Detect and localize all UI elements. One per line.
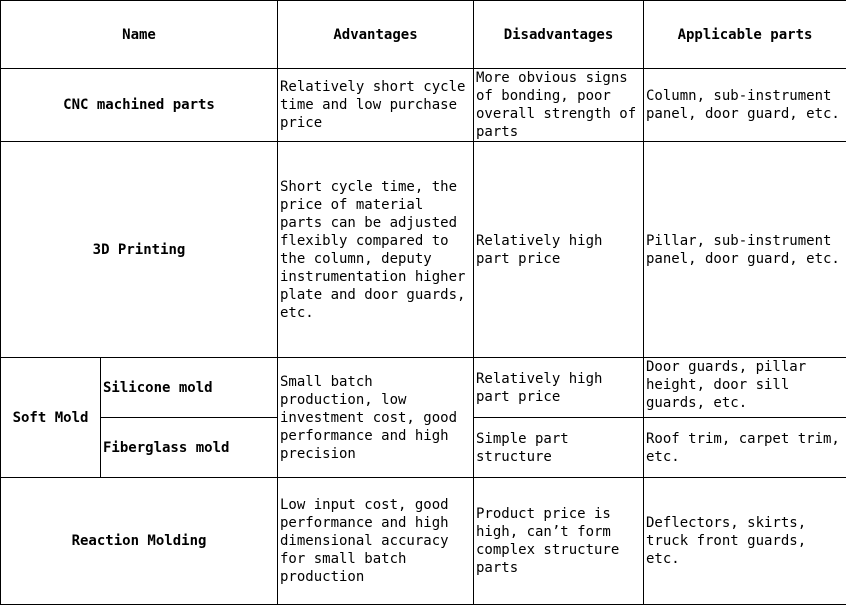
reaction-advantages: Low input cost, good performance and high dimensional accuracy for small batch production [278, 478, 474, 605]
cnc-disadvantages: More obvious signs of bonding, poor overall strength of parts [474, 69, 644, 142]
fiberglass-applicable-parts: Roof trim, carpet trim, etc. [644, 418, 846, 478]
silicone-applicable-parts: Door guards, pillar height, door sill guards, etc. [644, 358, 846, 418]
reaction-applicable-parts: Deflectors, skirts, truck front guards, etc. [644, 478, 846, 605]
header-row [1, 1, 846, 69]
table-row-silicone-mold [1, 358, 846, 418]
cnc-name: CNC machined parts [1, 69, 278, 142]
printing-applicable-parts: Pillar, sub-instrument panel, door guard, etc. [644, 142, 846, 358]
table-row-3d-printing [1, 142, 846, 358]
printing-advantages: Short cycle time, the price of material parts can be adjusted flexibly compared to the column, deputy instrumentation higher plate and door guards, etc. [278, 142, 474, 358]
fiberglass-disadvantages: Simple part structure [474, 418, 644, 478]
soft-mold-advantages: Small batch production, low investment cost, good performance and high precision [278, 358, 474, 478]
printing-name: 3D Printing [1, 142, 278, 358]
reaction-disadvantages: Product price is high, can’t form complex structure parts [474, 478, 644, 605]
silicone-mold-name: Silicone mold [101, 358, 278, 418]
header-applicable-parts: Applicable parts [644, 1, 846, 69]
table-row-reaction-molding [1, 478, 846, 605]
header-advantages: Advantages [278, 1, 474, 69]
cnc-advantages: Relatively short cycle time and low purchase price [278, 69, 474, 142]
reaction-name: Reaction Molding [1, 478, 278, 605]
header-disadvantages: Disadvantages [474, 1, 644, 69]
fiberglass-mold-name: Fiberglass mold [101, 418, 278, 478]
printing-disadvantages: Relatively high part price [474, 142, 644, 358]
silicone-disadvantages: Relatively high part price [474, 358, 644, 418]
table-row-cnc [1, 69, 846, 142]
header-name: Name [1, 1, 278, 69]
cnc-applicable-parts: Column, sub-instrument panel, door guard, etc. [644, 69, 846, 142]
soft-mold-name: Soft Mold [1, 358, 101, 478]
